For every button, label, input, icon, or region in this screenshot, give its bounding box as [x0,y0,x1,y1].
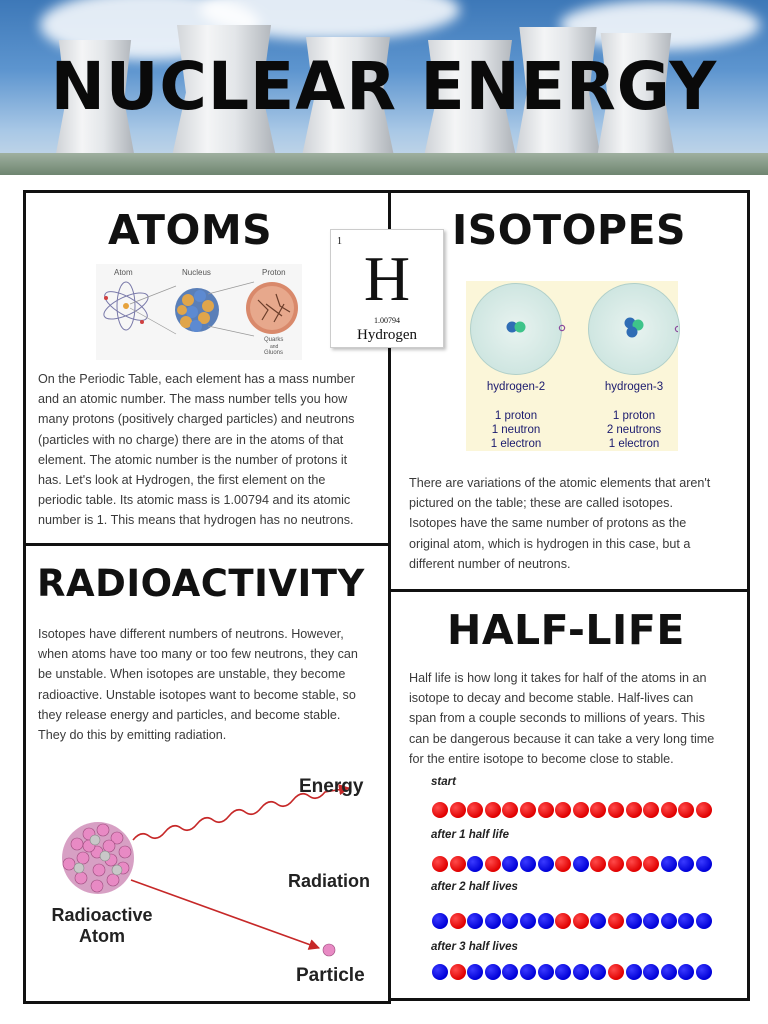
unstable-atom-dot [450,964,466,980]
unstable-atom-dot [502,802,518,818]
radioactive-atom-icon [62,822,134,894]
unstable-atom-dot [538,802,554,818]
text-line: isotope to decay and become stable. Half-lives can [409,691,694,706]
stable-atom-dot [555,964,571,980]
stable-atom-dot [502,856,518,872]
stable-atom-dot [590,964,606,980]
stable-atom-dot [502,913,518,929]
unstable-atom-dot [608,913,624,929]
unstable-atom-dot [555,913,571,929]
isotopes-paragraph [409,473,743,574]
stable-atom-dot [678,913,694,929]
stable-atom-dot [696,856,712,872]
stable-atom-dot [467,913,483,929]
atomic-mass: 1.00794 [374,316,400,325]
page-title: NUCLEAR ENERGY [50,48,718,125]
stable-atom-dot [696,964,712,980]
unstable-atom-dot [608,964,624,980]
text-line: be unstable. When isotopes are unstable, they become [38,667,346,682]
proton-icon [246,282,298,334]
text-line: different number of neutrons. [409,556,571,571]
unstable-atom-dot [643,802,659,818]
text-line: for the entire isotope to become close to stable. [409,751,674,766]
hydrogen-element-tile [330,229,444,348]
quarks-label: Quarks [264,337,284,343]
atom-orbit-icon [100,282,151,330]
stable-atom-dot [696,913,712,929]
and-label: and [270,344,279,350]
isotope-name: hydrogen-2 [486,381,546,393]
isotopes-figure [466,281,678,451]
header-banner [0,0,768,175]
unstable-atom-dot [678,802,694,818]
unstable-atom-dot [661,802,677,818]
stable-atom-dot [661,913,677,929]
text-line: and an atomic number. The mass number tells you how [38,392,348,407]
text-line: There are variations of the atomic elements that aren't [409,476,711,490]
text-line: They do this by emitting radiation. [38,728,227,743]
text-line: (particles with no charge) there are in the atoms of that [38,432,344,447]
unstable-atom-dot [450,856,466,872]
text-line: periodic table. Its atomic mass is 1.00794 and its atomic [38,493,351,508]
text-line: has. Let's look at Hydrogen, the first element on the [38,473,326,488]
unstable-atom-dot [590,856,606,872]
unstable-atom-dot [432,856,448,872]
text-line: Half life is how long it takes for half of the atoms in an [409,671,707,685]
stable-atom-dot [626,913,642,929]
atom-structure-diagram [96,264,302,360]
unstable-atom-dot [555,856,571,872]
element-name: Hydrogen [357,327,417,343]
text-line: span from a couple seconds to millions of years. This [409,711,705,726]
half-life-heading: HALF-LIFE [447,606,685,654]
atom-dot-row [432,964,722,982]
atom-dot-row [432,913,722,931]
text-line: pictured on the table; these are called isotopes. [409,496,673,511]
stable-atom-dot [643,913,659,929]
unstable-atom-dot [432,802,448,818]
text-line: Isotopes have different numbers of neutrons. However, [38,627,344,641]
unstable-atom-dot [485,802,501,818]
unstable-atom-dot [608,802,624,818]
atom-dot-row [432,802,722,820]
stable-atom-dot [520,913,536,929]
text-line: number is 1. This means that hydrogen has no neutrons. [38,513,354,528]
stable-atom-dot [538,856,554,872]
unstable-atom-dot [696,802,712,818]
text-line: when atoms have too many or too few neutrons, they can [38,647,358,662]
radioactivity-heading: RADIOACTIVITY [37,562,365,605]
nucleus-icon [175,288,219,332]
stable-atom-dot [590,913,606,929]
text-line: many protons (positively charged particles) and neutrons [38,412,355,427]
text-line: radioactive. Unstable isotopes want to become stable, so [38,687,356,702]
text-line: Isotopes have the same number of protons as the [409,516,687,531]
proton-label: Proton [262,268,286,277]
unstable-atom-dot [573,913,589,929]
unstable-atom-dot [590,802,606,818]
stable-atom-dot [467,856,483,872]
stable-atom-dot [573,964,589,980]
unstable-atom-dot [555,802,571,818]
stable-atom-dot [538,913,554,929]
stable-atom-dot [573,856,589,872]
isotopes-heading: ISOTOPES [452,206,687,254]
half-life-row-label: after 3 half lives [431,941,518,953]
atom-label: Atom [114,268,133,277]
stable-atom-dot [643,964,659,980]
unstable-atom-dot [573,802,589,818]
stable-atom-dot [432,913,448,929]
nucleus-label: Nucleus [182,268,211,277]
isotope-name: hydrogen-3 [604,381,664,393]
unstable-atom-dot [485,856,501,872]
unstable-atom-dot [450,913,466,929]
stable-atom-dot [661,856,677,872]
half-life-row-label: after 2 half lives [431,881,518,893]
gluons-label: Gluons [264,350,284,356]
particle-icon [323,944,335,956]
unstable-atom-dot [520,802,536,818]
radioactivity-paragraph [38,624,384,745]
half-life-row-label: start [431,776,456,788]
unstable-atom-dot [608,856,624,872]
unstable-atom-dot [450,802,466,818]
stable-atom-dot [485,913,501,929]
text-line: can be dangerous because it can take a very long time [409,731,715,746]
particle-label: Particle [296,965,365,986]
stable-atom-dot [661,964,677,980]
unstable-atom-dot [643,856,659,872]
atomic-number: 1 [337,236,342,247]
isotope-composition: 1 proton 1 neutron 1 electron [490,410,542,450]
radioactive-atom-label: Radioactive Atom [51,905,153,946]
unstable-atom-dot [626,856,642,872]
stable-atom-dot [502,964,518,980]
isotope-composition: 1 proton 2 neutrons 1 electron [606,410,662,450]
element-symbol: H [363,243,411,314]
stable-atom-dot [520,856,536,872]
stable-atom-dot [467,964,483,980]
stable-atom-dot [520,964,536,980]
atoms-heading: ATOMS [108,206,273,254]
stable-atom-dot [485,964,501,980]
unstable-atom-dot [467,802,483,818]
half-life-paragraph [409,668,743,769]
stable-atom-dot [678,856,694,872]
stable-atom-dot [678,964,694,980]
text-line: they release energy and particles, and become stable. [38,707,341,722]
atoms-paragraph [38,369,384,531]
stable-atom-dot [538,964,554,980]
energy-label: Energy [299,776,364,797]
stable-atom-dot [626,964,642,980]
atom-dot-row [432,856,722,874]
text-line: original atom, which is hydrogen in this case, but a [409,536,691,551]
half-life-row-label: after 1 half life [431,829,509,841]
stable-atom-dot [432,964,448,980]
text-line: element. The atomic number is the number of protons it [38,452,348,467]
unstable-atom-dot [626,802,642,818]
text-line: On the Periodic Table, each element has a mass number [38,372,355,386]
radiation-label: Radiation [288,871,371,891]
